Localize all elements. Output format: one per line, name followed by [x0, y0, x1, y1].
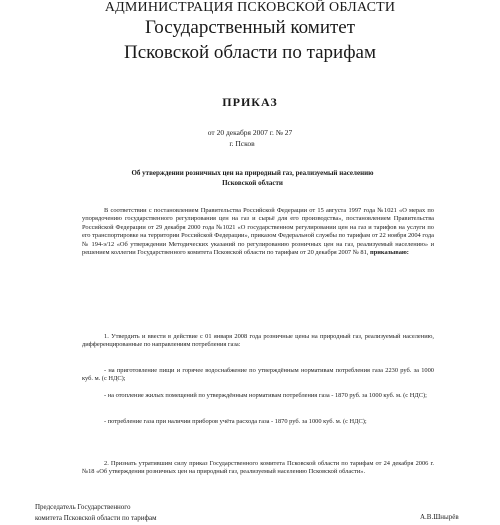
bullet-3-text: - потребление газа при наличии приборов учёта расхода газа - 1870 руб. за 1000 куб. м. (с НДС); — [104, 418, 367, 425]
organization-name-line1: Государственный комитет — [144, 17, 356, 38]
document-type-title: ПРИКАЗ — [222, 95, 278, 109]
preamble-text: В соответствии с постановлением Правительства Российской Федерации от 15 августа 1997 года №1021 «О мерах по упорядочению государственного регулирования цен на газ и сырьё для его производства», постановлением Правительства Российской Федерации от 29 декабря 2000 года №1021 «О государственном регулировании цен на газ и тарифов на услуги по его транспортировке на территории Российской Федерации», приказом Федеральной службы по тарифам от 22 ноября 2004 года № 194-э/12 «Об утверждении Методических указаний по регулированию розничных цен на газ, реализуемый населению» и решением коллегии Государственного комитета Псковской области по тарифам от 20 декабря 2007 № 81, — [82, 207, 434, 257]
document-date-number: от 20 декабря 2007 г. № 27 — [207, 128, 293, 137]
item-2-text: 2. Признать утратившим силу приказ Государственного комитета Псковской области по тарифам от 24 декабря 2006 г. №18 «Об утверждении розничных цен на природный газ, реализуемый населению Псковской области». — [82, 460, 434, 476]
item-1-bullet-3 — [82, 418, 434, 426]
bullet-2-text: - на отопление жилых помещений по утверждённым нормативам потребления газа - 1870 руб. за 1000 куб. м. (с НДС); — [104, 392, 427, 399]
signature-position-line1: Председатель Государственного — [35, 503, 131, 511]
administration-header: АДМИНИСТРАЦИЯ ПСКОВСКОЙ ОБЛАСТИ — [104, 0, 396, 15]
item-1-text: 1. Утвердить и ввести в действие с 01 января 2008 года розничные цены на природный газ, реализуемый населению, дифференцированные по направлениям потребления газа: — [82, 333, 434, 349]
item-2-paragraph — [82, 460, 434, 477]
item-1-paragraph — [82, 333, 434, 350]
document-city: г. Псков — [229, 139, 255, 148]
organization-name-line2: Псковской области по тарифам — [124, 42, 376, 63]
item-1-bullet-2 — [82, 392, 434, 400]
signature-name: А.В.Шнырёв — [420, 513, 459, 521]
preamble-verb: приказываю: — [370, 249, 409, 257]
document-subject: Об утверждении розничных цен на природный газ, реализуемый населению Псковской области — [131, 169, 374, 187]
preamble-paragraph — [82, 207, 434, 257]
signature-position-line2: комитета Псковской области по тарифам — [35, 514, 157, 522]
bullet-1-text: - на приготовление пищи и горячее водоснабжение по утверждённым нормативам потребления газа 2230 руб. за 1000 куб. м. (с НДС); — [82, 367, 434, 383]
item-1-bullet-1 — [82, 367, 434, 384]
